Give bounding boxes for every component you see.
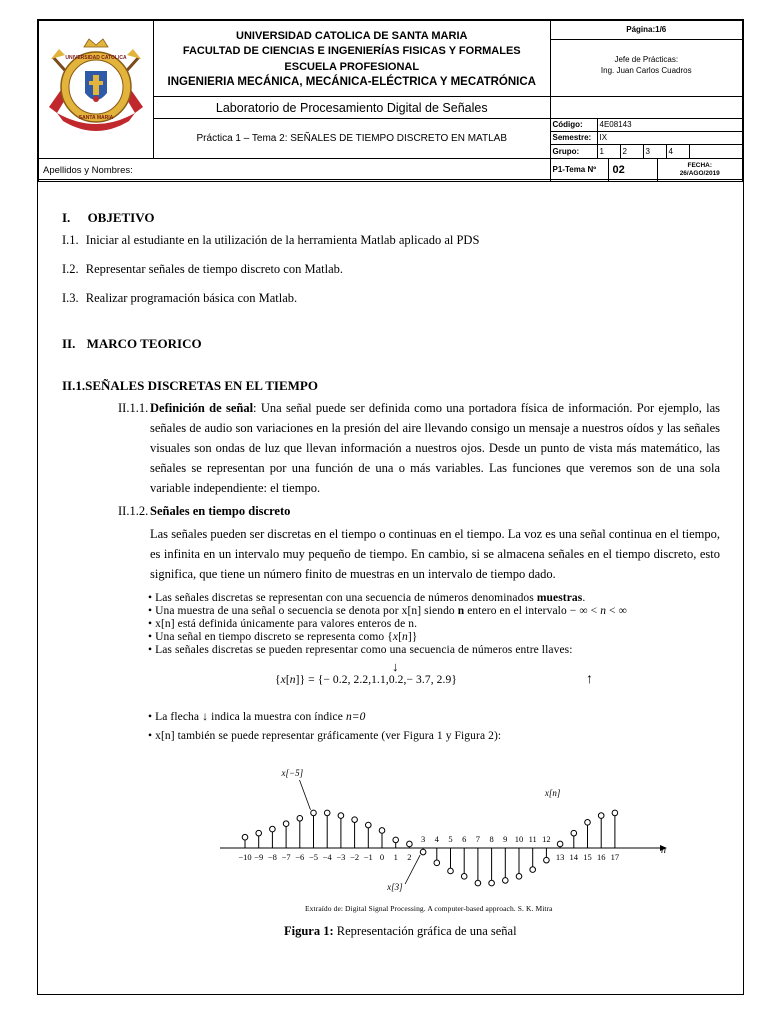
seq-part: n <box>289 674 296 686</box>
objective-1 <box>62 230 479 250</box>
paragraph-text: : Una señal puede ser definida como una portadora física de información. Por ejemplo, las señales de audio son variaciones en la presión del aire llevando consigo un mensaje a nuestros oídos y las señales visuales son ondas de luz que llevan información a nuestros ojos. Desde un punto de vista más matemático, las señales se representan por una función de una o más variables. Las funciones que veremos son de una sola variable independiente: el tiempo. <box>150 401 720 495</box>
tick-label: −9 <box>254 852 264 862</box>
tick-label: 6 <box>462 834 467 844</box>
tick-label: 4 <box>434 834 439 844</box>
tick-label: 1 <box>393 852 398 862</box>
bullet-text: < ∞ <box>606 605 627 617</box>
code-label: Código: <box>551 119 598 131</box>
stem-point <box>242 834 248 840</box>
tick-label: 2 <box>407 852 412 862</box>
stem-point <box>571 830 577 836</box>
annotation-label: x[n] <box>544 788 561 798</box>
paragraph-2-1-1-number: II.1.1. <box>118 401 149 415</box>
stem-point <box>379 828 385 834</box>
tema-value: 02 <box>609 159 658 181</box>
bullet-text: entero en el intervalo − ∞ < <box>464 605 601 617</box>
tick-label: −2 <box>350 852 360 862</box>
school-label: ESCUELA PROFESIONAL <box>284 60 420 73</box>
tick-label: 14 <box>569 852 579 862</box>
x-axis-label: n <box>661 845 666 856</box>
faculty-name: FACULTAD DE CIENCIAS E INGENIERÍAS FISICAS Y FORMALES <box>182 45 521 57</box>
bullet-1 <box>148 592 585 605</box>
university-logo <box>39 35 153 145</box>
bullet-3: • x[n] está definida únicamente para valores enteros de n. <box>148 618 418 630</box>
tick-label: 10 <box>514 834 524 844</box>
tick-label: −1 <box>363 852 373 862</box>
tick-label: 11 <box>528 834 537 844</box>
objective-number: I.3. <box>62 291 79 305</box>
stem-point <box>516 874 522 880</box>
header-divider <box>38 179 743 180</box>
tick-label: 17 <box>610 852 620 862</box>
lab-title: Laboratorio de Procesamiento Digital de Señales <box>154 97 551 119</box>
stem-point <box>256 830 262 836</box>
admin-cell <box>550 21 743 97</box>
annotation-label: x[3] <box>387 882 403 892</box>
tick-label: −10 <box>238 852 252 862</box>
stem-point <box>503 878 509 884</box>
group-label: Grupo: <box>551 145 598 158</box>
bullet-bold: n <box>457 605 465 617</box>
objective-number: I.1. <box>62 233 79 247</box>
date-value: 26/AGO/2019 <box>679 170 720 177</box>
tick-label: 8 <box>489 834 494 844</box>
tick-label: −5 <box>308 852 319 862</box>
objective-3 <box>62 288 297 308</box>
bullet-5: • Las señales discretas se pueden representar como una secuencia de números entre llaves: <box>148 644 573 656</box>
program-name: INGENIERIA MECÁNICA, MECÁNICA-ELÉCTRICA Y MECATRÓNICA <box>167 76 536 88</box>
annotation-leader <box>300 780 311 810</box>
tick-label: 13 <box>555 852 565 862</box>
bullet-6 <box>148 710 366 724</box>
practice-title: Práctica 1 – Tema 2: SEÑALES DE TIEMPO DISCRETO EN MATLAB <box>154 119 551 159</box>
group-number: 3 <box>645 147 650 156</box>
tick-label: 9 <box>503 834 508 844</box>
bullet-italic: n <box>402 631 408 643</box>
tick-label: −3 <box>336 852 346 862</box>
stem-point <box>598 813 604 819</box>
stem-point <box>324 810 330 816</box>
bullet-text: . <box>582 592 586 604</box>
header-table <box>38 20 743 182</box>
semester-label: Semestre: <box>551 132 598 144</box>
section-2-heading <box>62 334 202 354</box>
bullet-italic: n <box>600 605 607 617</box>
up-arrow-icon: ↑ <box>586 672 594 687</box>
tick-label: 0 <box>379 852 385 862</box>
chief-name: Ing. Juan Carlos Cuadros <box>600 66 692 75</box>
subsection-2-1-heading: II.1.SEÑALES DISCRETAS EN EL TIEMPO <box>62 378 318 393</box>
stem-point <box>366 822 372 828</box>
bullet-text: • Una muestra de una señal o secuencia se denota por x[n] siendo <box>148 605 458 617</box>
stem-point <box>311 810 317 816</box>
bullet-bold: muestras <box>536 592 583 604</box>
bullet-7: • x[n] también se puede representar gráficamente (ver Figura 1 y Figura 2): <box>148 730 502 742</box>
stem-point <box>407 841 413 847</box>
stem-point <box>461 874 467 880</box>
tick-label: −4 <box>322 852 332 862</box>
section-title: OBJETIVO <box>87 210 155 225</box>
bullet-text: [ <box>398 631 403 643</box>
stem-point <box>612 810 618 816</box>
seq-part: [ <box>285 674 290 686</box>
objective-number: I.2. <box>62 262 79 276</box>
stem-point <box>448 868 454 874</box>
date-label: FECHA: <box>687 162 713 169</box>
blank-cell <box>550 97 743 119</box>
figure-label: Figura 1: <box>284 924 334 938</box>
bullet-italic: x <box>392 631 399 643</box>
institution-cell <box>154 21 551 97</box>
group-box-3[interactable] <box>644 145 667 158</box>
bullet-2 <box>148 605 627 618</box>
objective-text: Representar señales de tiempo discreto con Matlab. <box>85 262 343 276</box>
objective-text: Realizar programación básica con Matlab. <box>85 291 298 305</box>
stem-point <box>352 817 358 823</box>
stem-point <box>434 860 440 866</box>
group-box-2[interactable] <box>621 145 644 158</box>
stem-point <box>393 837 399 843</box>
codes-cell <box>550 119 743 159</box>
stem-point <box>283 821 289 827</box>
objective-text: Iniciar al estudiante en la utilización de la herramienta Matlab aplicado al PDS <box>85 233 480 247</box>
tema-label: P1-Tema Nº <box>551 159 609 181</box>
stem-point <box>544 857 550 863</box>
tick-label: 3 <box>420 834 426 844</box>
group-box-4[interactable] <box>667 145 690 158</box>
university-name: UNIVERSIDAD CATOLICA DE SANTA MARIA <box>236 29 468 42</box>
stem-point <box>530 867 536 873</box>
group-number: 1 <box>599 147 604 156</box>
page-number: Página:1/6 <box>551 21 743 40</box>
names-label: Apellidos y Nombres: <box>43 164 133 176</box>
tick-label: 12 <box>542 834 551 844</box>
objective-2 <box>62 259 343 279</box>
tick-label: 15 <box>583 852 592 862</box>
paragraph-2-1-1 <box>150 398 720 498</box>
annotation-label: x[−5] <box>281 768 304 778</box>
paragraph-2-1-2: Las señales pueden ser discretas en el tiempo o continuas en el tiempo. La voz es una señal continua en el tiempo, es infinita en un intervalo muy pequeño de tiempo. En cambio, si se almacena señales en el tiempo discreto, esto significa, que tiene un número finito de muestras en un intervalo de tiempo dado. <box>150 527 720 581</box>
bullet-italic: n=0 <box>345 711 366 723</box>
seq-part: ]} = {− 0.2, 2.2,1.1,0.2,− 3.7, 2.9} <box>295 674 457 686</box>
group-number: 4 <box>668 147 673 156</box>
semester-value: IX <box>599 133 608 142</box>
bullet-text: ]} <box>407 631 418 643</box>
section-title: MARCO TEORICO <box>86 336 202 351</box>
svg-text:UNIVERSIDAD CATOLICA: UNIVERSIDAD CATOLICA <box>65 54 127 61</box>
stem-point <box>338 813 344 819</box>
stem-point <box>557 841 563 847</box>
bullet-text: indica la muestra con índice <box>208 711 346 723</box>
seq-part: x <box>280 674 286 686</box>
group-number: 2 <box>622 147 627 156</box>
section-number: I. <box>62 210 71 225</box>
group-box-1[interactable] <box>598 145 621 158</box>
section-number: II. <box>62 336 76 351</box>
stem-point <box>585 820 591 826</box>
section-1-heading <box>62 208 155 228</box>
paragraph-2-1-2-number: II.1.2. <box>118 504 149 518</box>
tick-label: −8 <box>267 852 277 862</box>
bullet-4 <box>148 631 417 644</box>
bullet-text: • Una señal en tiempo discreto se representa como { <box>148 631 393 643</box>
tick-label: 7 <box>475 834 481 844</box>
logo-cell <box>39 21 154 159</box>
chief-label: Jefe de Prácticas: <box>614 55 679 64</box>
tick-label: 5 <box>448 834 453 844</box>
code-value: 4E08143 <box>599 120 632 129</box>
down-arrow-icon: ↓ <box>202 709 209 723</box>
figure-caption <box>284 921 517 941</box>
paragraph-2-1-2-title: Señales en tiempo discreto <box>150 504 291 518</box>
term-definition: Definición de señal <box>150 401 254 415</box>
stem-point <box>297 816 303 822</box>
stem-point <box>270 826 276 832</box>
seq-part: { <box>275 674 281 686</box>
stem-point <box>489 880 495 886</box>
tick-label: −7 <box>281 852 291 862</box>
stem-chart <box>215 752 675 900</box>
tick-label: −6 <box>295 852 305 862</box>
zero-index-arrow-icon: ↓ <box>392 659 399 674</box>
bullet-text: • La flecha <box>148 711 203 723</box>
bullet-text: • Las señales discretas se representan con una secuencia de números denominados <box>148 592 537 604</box>
svg-text:SANTA MARIA: SANTA MARIA <box>78 114 114 121</box>
stem-point <box>475 880 481 886</box>
tick-label: 16 <box>596 852 606 862</box>
figure-caption-text: Representación gráfica de una señal <box>333 924 517 938</box>
sequence-expression <box>275 674 457 687</box>
stem-point <box>420 849 426 855</box>
figure-source: Extraído de: Digital Signal Processing. A computer-based approach. S. K. Mitra <box>305 904 553 913</box>
